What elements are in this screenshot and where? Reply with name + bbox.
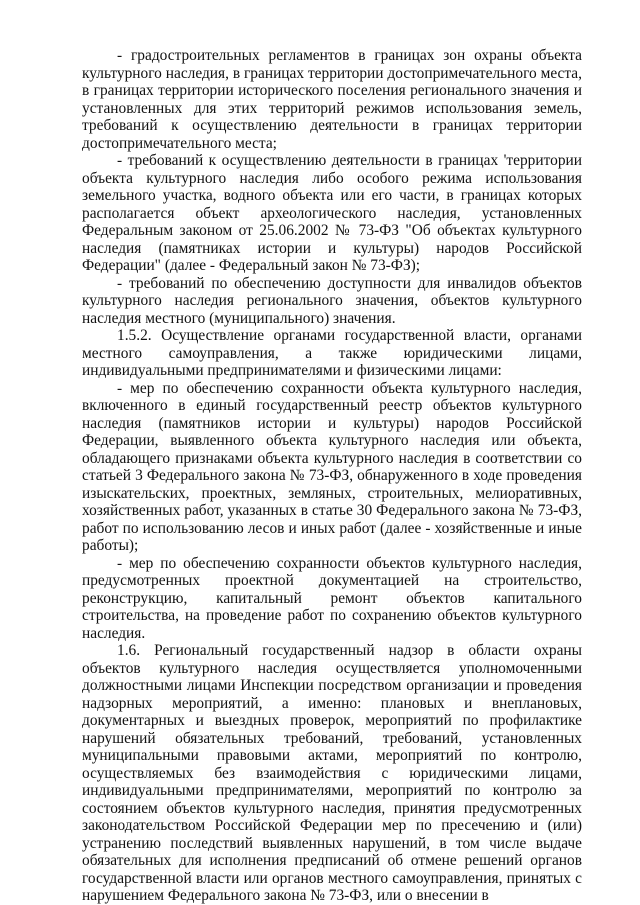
paragraph-project-measures: - мер по обеспечению сохранности объектов культурного наследия, предусмотренных проектной документацией на строительство, реконструкцию, капитальный ремонт объектов капитального строительства, на проведение работ по сохранению объектов культурного наследия. [82,554,582,642]
paragraph-accessibility: - требований по обеспечению доступности для инвалидов объектов культурного наследия регионального значения, объектов культурного наследия местного (муниципального) значения. [82,274,582,327]
paragraph-1-5-2: 1.5.2. Осуществление органами государственной власти, органами местного самоуправления, а также юридическими лицами, индивидуальными предпринимателями и физическими лицами: [82,327,582,379]
paragraph-preservation-measures: - мер по обеспечению сохранности объекта культурного наследия, включенного в единый государственный реестр объектов культурного наследия (памятников истории и культуры) народов Российской Федерации, выявленного объекта культурного наследия или объекта, обладающего признаками объекта культурного наследия в соответствии со статьей 3 Федерального закона № 73-ФЗ, обнаруженного в ходе проведения изыскательских, проектных, земляных, строительных, мелиоративных, хозяйственных работ, указанных в статье 30 Федерального закона № 73-ФЗ, работ по использованию лесов и иных работ (далее - хозяйственные и иные работы); [82,379,582,554]
paragraph-territory-requirements: - требований к осуществлению деятельности в границах 'территории объекта культурного наследия либо особого режима использования земельного участка, водного объекта или его части, в границах которых располагается объект археологического наследия, установленных Федеральным законом от 25.06.2002 № 73-ФЗ "Об объектах культурного наследия (памятниках истории и культуры) народов Российской Федерации" (далее - Федеральный закон № 73-ФЗ); [82,152,582,274]
paragraph-regulations: - градостроительных регламентов в границах зон охраны объекта культурного наследия, в границах территории достопримечательного места, в границах территории исторического поселения регионального значения и установленных для этих территорий режимов использования земель, требований к осуществлению деятельности в границах территории достопримечательного места; [82,47,582,152]
paragraph-1-6: 1.6. Региональный государственный надзор в области охраны объектов культурного наследия осуществляется уполномоченными должностными лицами Инспекции посредством организации и проведения надзорных мероприятий, а именно: плановых и внеплановых, документарных и выездных проверок, мероприятий по профилактике нарушений обязательных требований, требований, установленных муниципальными правовыми актами, мероприятий по контролю, осуществляемых без взаимодействия с юридическими лицами, индивидуальными предпринимателями, мероприятий по контролю за состоянием объектов культурного наследия, принятия предусмотренных законодательством Российской Федерации мер по пресечению и (или) устранению последствий выявленных нарушений, в том числе выдаче обязательных для исполнения предписаний об отмене решений органов государственной власти или органов местного самоуправления, принятых с нарушением Федерального закона № 73-ФЗ, или о внесении в [82,642,582,904]
